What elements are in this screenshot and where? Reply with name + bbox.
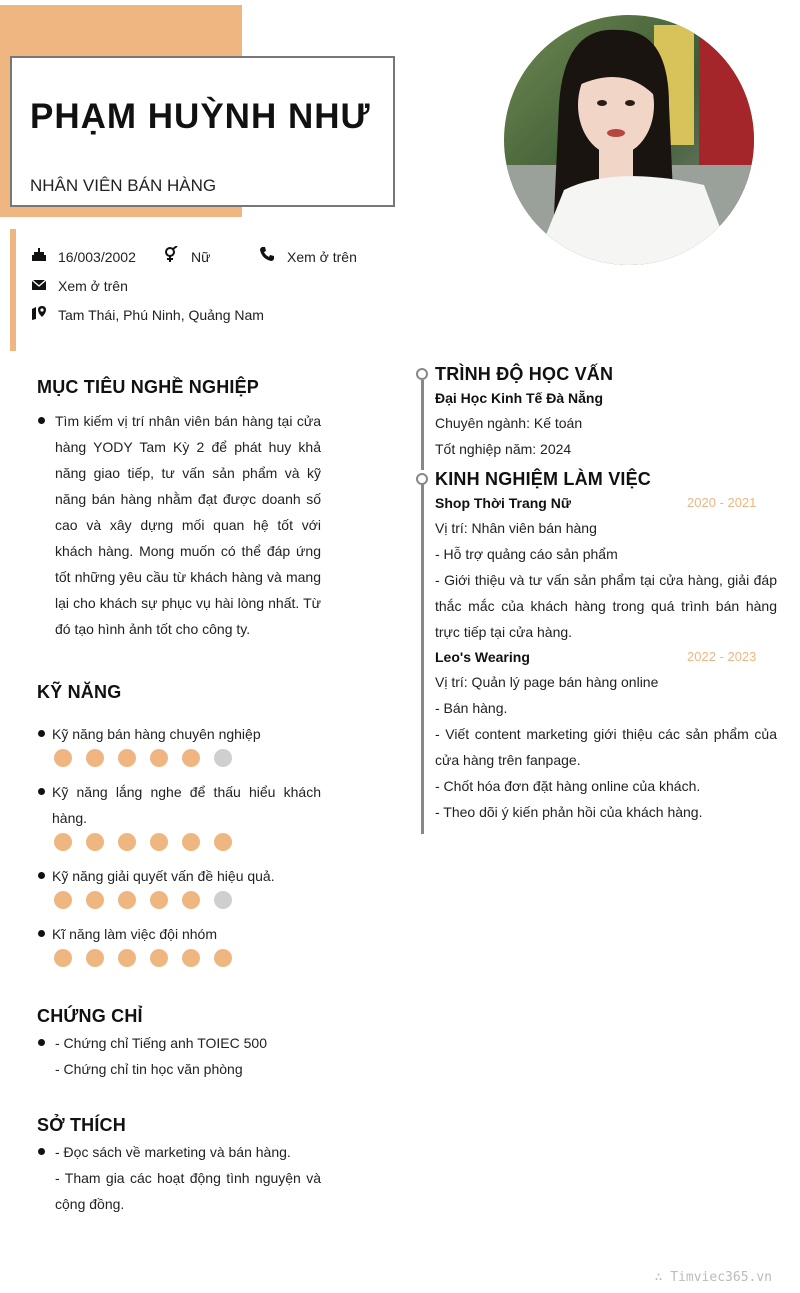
rating-dot-filled xyxy=(182,749,200,767)
hobbies-bullet xyxy=(38,1148,45,1155)
hobby-item: - Tham gia các hoạt động tình nguyện và cộng đồng. xyxy=(55,1170,321,1212)
skill-bullet xyxy=(38,730,45,737)
rating-dot-filled xyxy=(150,949,168,967)
job-duty: - Viết content marketing giới thiệu các sản phẩm của cửa hàng trên fanpage. xyxy=(435,726,777,768)
rating-dot-filled xyxy=(214,833,232,851)
skill-bullet xyxy=(38,930,45,937)
rating-dot-filled xyxy=(150,749,168,767)
experience-timeline-marker xyxy=(416,473,428,485)
rating-dot-filled xyxy=(150,833,168,851)
job-duty: - Chốt hóa đơn đặt hàng online của khách. xyxy=(435,778,701,794)
job-position: Vị trí: Nhân viên bán hàng xyxy=(435,520,597,536)
rating-dot-filled xyxy=(54,949,72,967)
rating-dot-empty xyxy=(214,749,232,767)
map-pin-icon xyxy=(31,305,47,326)
rating-dot-filled xyxy=(54,833,72,851)
rating-dot-filled xyxy=(86,891,104,909)
education-graduation: Tốt nghiệp năm: 2024 xyxy=(435,441,572,457)
email-value: Xem ở trên xyxy=(58,278,128,294)
job-duty: - Bán hàng. xyxy=(435,700,508,716)
skill-label: Kỹ năng bán hàng chuyên nghiệp xyxy=(52,726,261,742)
objective-text: Tìm kiếm vị trí nhân viên bán hàng tại cửa hàng YODY Tam Kỳ 2 để phát huy khả năng giao tiếp, tư vấn sản phẩm và kỹ năng bán hàng nhằm đạt được doanh số cao và xây dựng mối quan hệ tốt với khách hàng. Mong muốn có thể đáp ứng tốt những yêu cầu từ khách hàng và mang lại cho khách sự phục vụ hài lòng nhất. Từ đó tạo hình ảnh tốt cho công ty. xyxy=(55,413,321,637)
job-period: 2020 - 2021 xyxy=(687,495,757,510)
education-title: TRÌNH ĐỘ HỌC VẤN xyxy=(435,364,614,384)
phone-value: Xem ở trên xyxy=(287,249,357,265)
skill-rating xyxy=(54,833,232,851)
watermark-text: Timviec365.vn xyxy=(670,1270,772,1285)
experience-timeline-line xyxy=(421,484,424,834)
hobbies-title: SỞ THÍCH xyxy=(37,1115,126,1135)
rating-dot-filled xyxy=(54,749,72,767)
profile-photo xyxy=(504,15,754,265)
objective-bullet xyxy=(38,417,45,424)
school-name: Đại Học Kinh Tế Đà Nẵng xyxy=(435,390,604,406)
rating-dot-filled xyxy=(118,833,136,851)
certificates-bullet xyxy=(38,1039,45,1046)
phone-icon xyxy=(259,246,275,267)
education-timeline-marker xyxy=(416,368,428,380)
job-title: NHÂN VIÊN BÁN HÀNG xyxy=(30,176,217,195)
hobby-item: - Đọc sách về marketing và bán hàng. xyxy=(55,1144,291,1160)
job-duty: - Theo dõi ý kiến phản hồi của khách hàng. xyxy=(435,804,703,820)
skill-bullet xyxy=(38,872,45,879)
rating-dot-filled xyxy=(118,949,136,967)
contact-accent-bar xyxy=(10,229,16,351)
rating-dot-filled xyxy=(118,891,136,909)
job-duty: - Hỗ trợ quảng cáo sản phẩm xyxy=(435,546,618,562)
skill-label: Kĩ năng làm việc đội nhóm xyxy=(52,926,217,942)
rating-dot-filled xyxy=(150,891,168,909)
address-value: Tam Thái, Phú Ninh, Quảng Nam xyxy=(58,307,264,323)
rating-dot-filled xyxy=(86,949,104,967)
gender-icon xyxy=(163,246,179,267)
birthday-value: 16/003/2002 xyxy=(58,249,136,265)
rating-dot-filled xyxy=(118,749,136,767)
skill-bullet xyxy=(38,788,45,795)
skills-title: KỸ NĂNG xyxy=(37,682,122,702)
rating-dot-filled xyxy=(86,833,104,851)
rating-dot-filled xyxy=(54,891,72,909)
education-timeline-line xyxy=(421,380,424,470)
company-name: Leo's Wearing xyxy=(435,649,530,665)
rating-dot-filled xyxy=(214,949,232,967)
rating-dot-filled xyxy=(182,891,200,909)
rating-dot-filled xyxy=(86,749,104,767)
skill-rating xyxy=(54,891,232,909)
education-major: Chuyên ngành: Kế toán xyxy=(435,415,583,431)
certificates-title: CHỨNG CHỈ xyxy=(37,1006,143,1026)
skill-rating xyxy=(54,949,232,967)
gender-value: Nữ xyxy=(191,249,211,265)
skill-label: Kỹ năng giải quyết vấn đề hiệu quả. xyxy=(52,868,275,884)
email-icon xyxy=(31,277,47,298)
job-duty: - Giới thiệu và tư vấn sản phẩm tại cửa hàng, giải đáp thắc mắc của khách hàng trong quá trình bán hàng trực tiếp tại cửa hàng. xyxy=(435,572,777,640)
skill-rating xyxy=(54,749,232,767)
company-name: Shop Thời Trang Nữ xyxy=(435,495,571,511)
candidate-name: PHẠM HUỲNH NHƯ xyxy=(30,97,371,136)
job-period: 2022 - 2023 xyxy=(687,649,757,664)
watermark: ∴ Timviec365.vn xyxy=(654,1270,772,1285)
rating-dot-filled xyxy=(182,833,200,851)
birthday-icon xyxy=(31,246,47,267)
objective-title: MỤC TIÊU NGHỀ NGHIỆP xyxy=(37,377,260,397)
rating-dot-empty xyxy=(214,891,232,909)
job-position: Vị trí: Quản lý page bán hàng online xyxy=(435,674,659,690)
rating-dot-filled xyxy=(182,949,200,967)
certificate-item: - Chứng chỉ tin học văn phòng xyxy=(55,1061,243,1077)
skill-label: Kỹ năng lắng nghe để thấu hiểu khách hàng. xyxy=(52,784,321,826)
certificate-item: - Chứng chỉ Tiếng anh TOIEC 500 xyxy=(55,1035,267,1051)
experience-title: KINH NGHIỆM LÀM VIỆC xyxy=(435,469,652,489)
